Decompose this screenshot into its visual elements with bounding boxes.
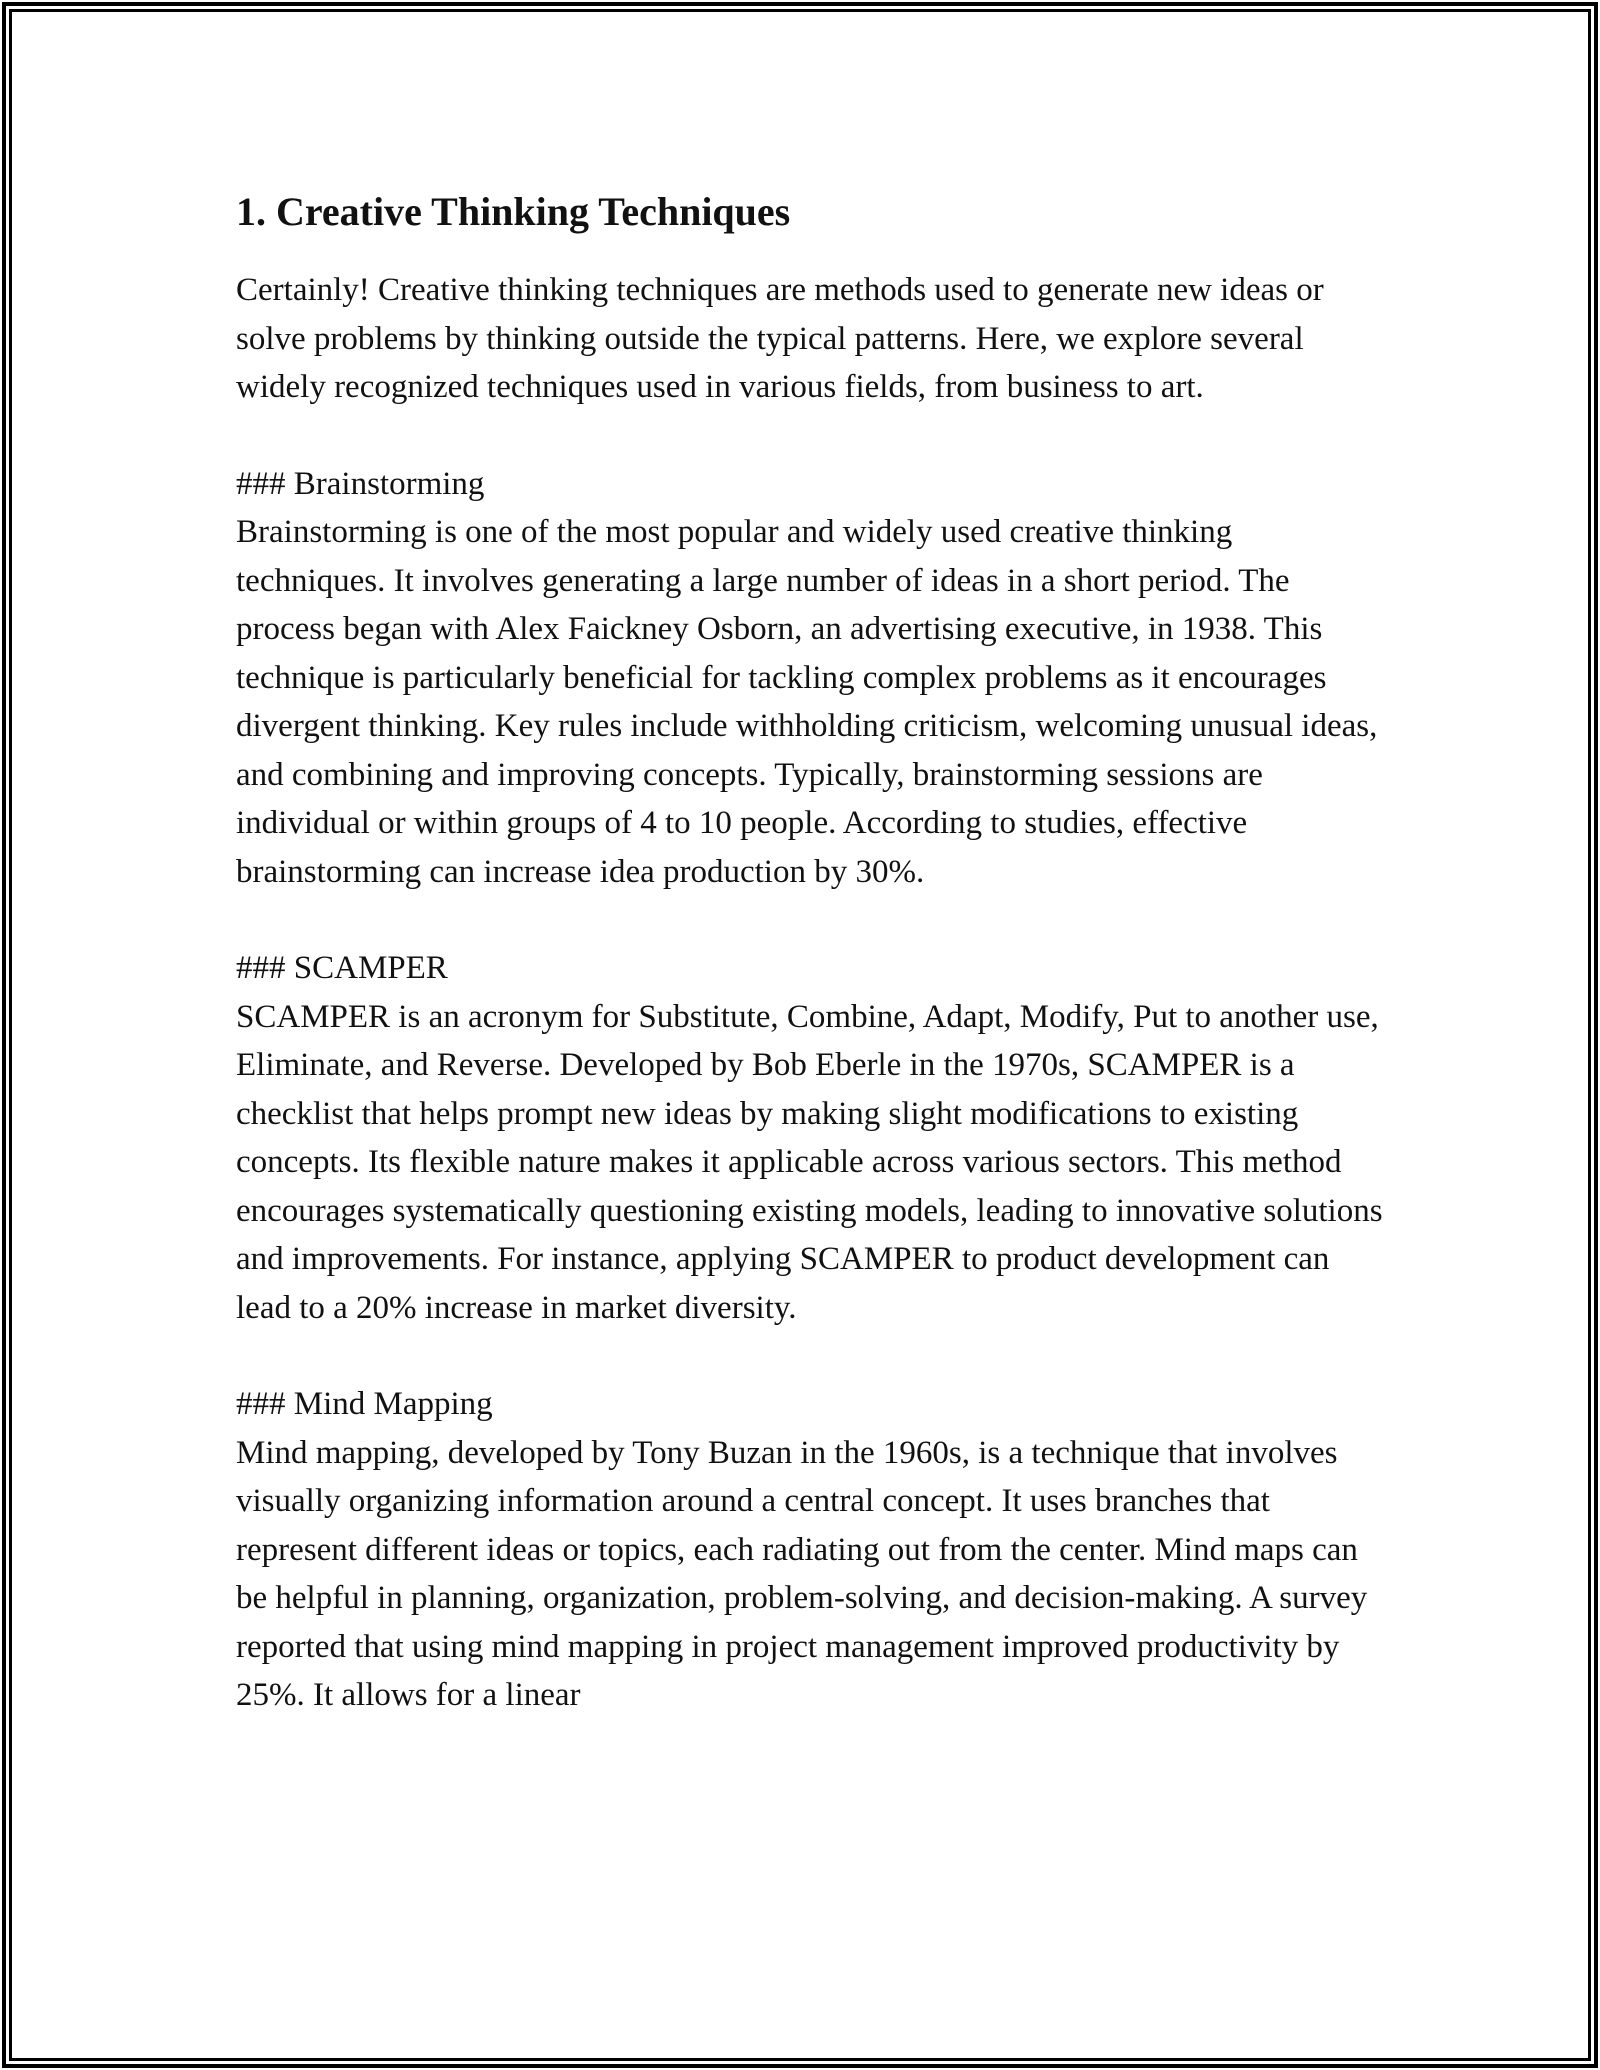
section-heading: ### SCAMPER [236, 950, 448, 986]
document-body [236, 186, 1386, 1768]
section-heading: ### Mind Mapping [236, 1386, 493, 1422]
section-paragraph: SCAMPER is an acronym for Substitute, Combine, Adapt, Modify, Put to another use, Eliminate, and Reverse. Developed by Bob Eberle in the 1970s, SCAMPER is a checklist that helps prompt new ideas by making slight modifications to existing concepts. Its flexible nature makes it applicable across various sectors. This method encourages systematically questioning existing models, leading to innovative solutions and improvements. For instance, applying SCAMPER to product development can lead to a 20% increase in market diversity. [236, 998, 1383, 1326]
section-paragraph: Mind mapping, developed by Tony Buzan in the 1960s, is a technique that involves visually organizing information around a central concept. It uses branches that represent different ideas or topics, each radiating out from the center. Mind maps can be helpful in planning, organization, problem-solving, and decision-making. A survey reported that using mind mapping in project management improved productivity by 25%. It allows for a linear [236, 1434, 1368, 1713]
section-heading: ### Brainstorming [236, 465, 485, 502]
section-scamper [236, 944, 1386, 1332]
section-brainstorming [236, 460, 1386, 897]
intro-paragraph: Certainly! Creative thinking techniques are methods used to generate new ideas or solve problems by thinking outside the typical patterns. Here, we explore several widely recognized techniques used in various fields, from business to art. [236, 272, 1324, 405]
page-title: 1. Creative Thinking Techniques [236, 189, 791, 234]
section-paragraph: Brainstorming is one of the most popular and widely used creative thinking techniques. It involves generating a large number of ideas in a short period. The process began with Alex Faickney Osborn, an advertising executive, in 1938. This technique is particularly beneficial for tackling complex problems as it encourages divergent thinking. Key rules include withholding criticism, welcoming unusual ideas, and combining and improving concepts. Typically, brainstorming sessions are individual or within groups of 4 to 10 people. According to studies, effective brainstorming can increase idea production by 30%. [236, 514, 1378, 890]
section-mind-mapping [236, 1380, 1386, 1720]
